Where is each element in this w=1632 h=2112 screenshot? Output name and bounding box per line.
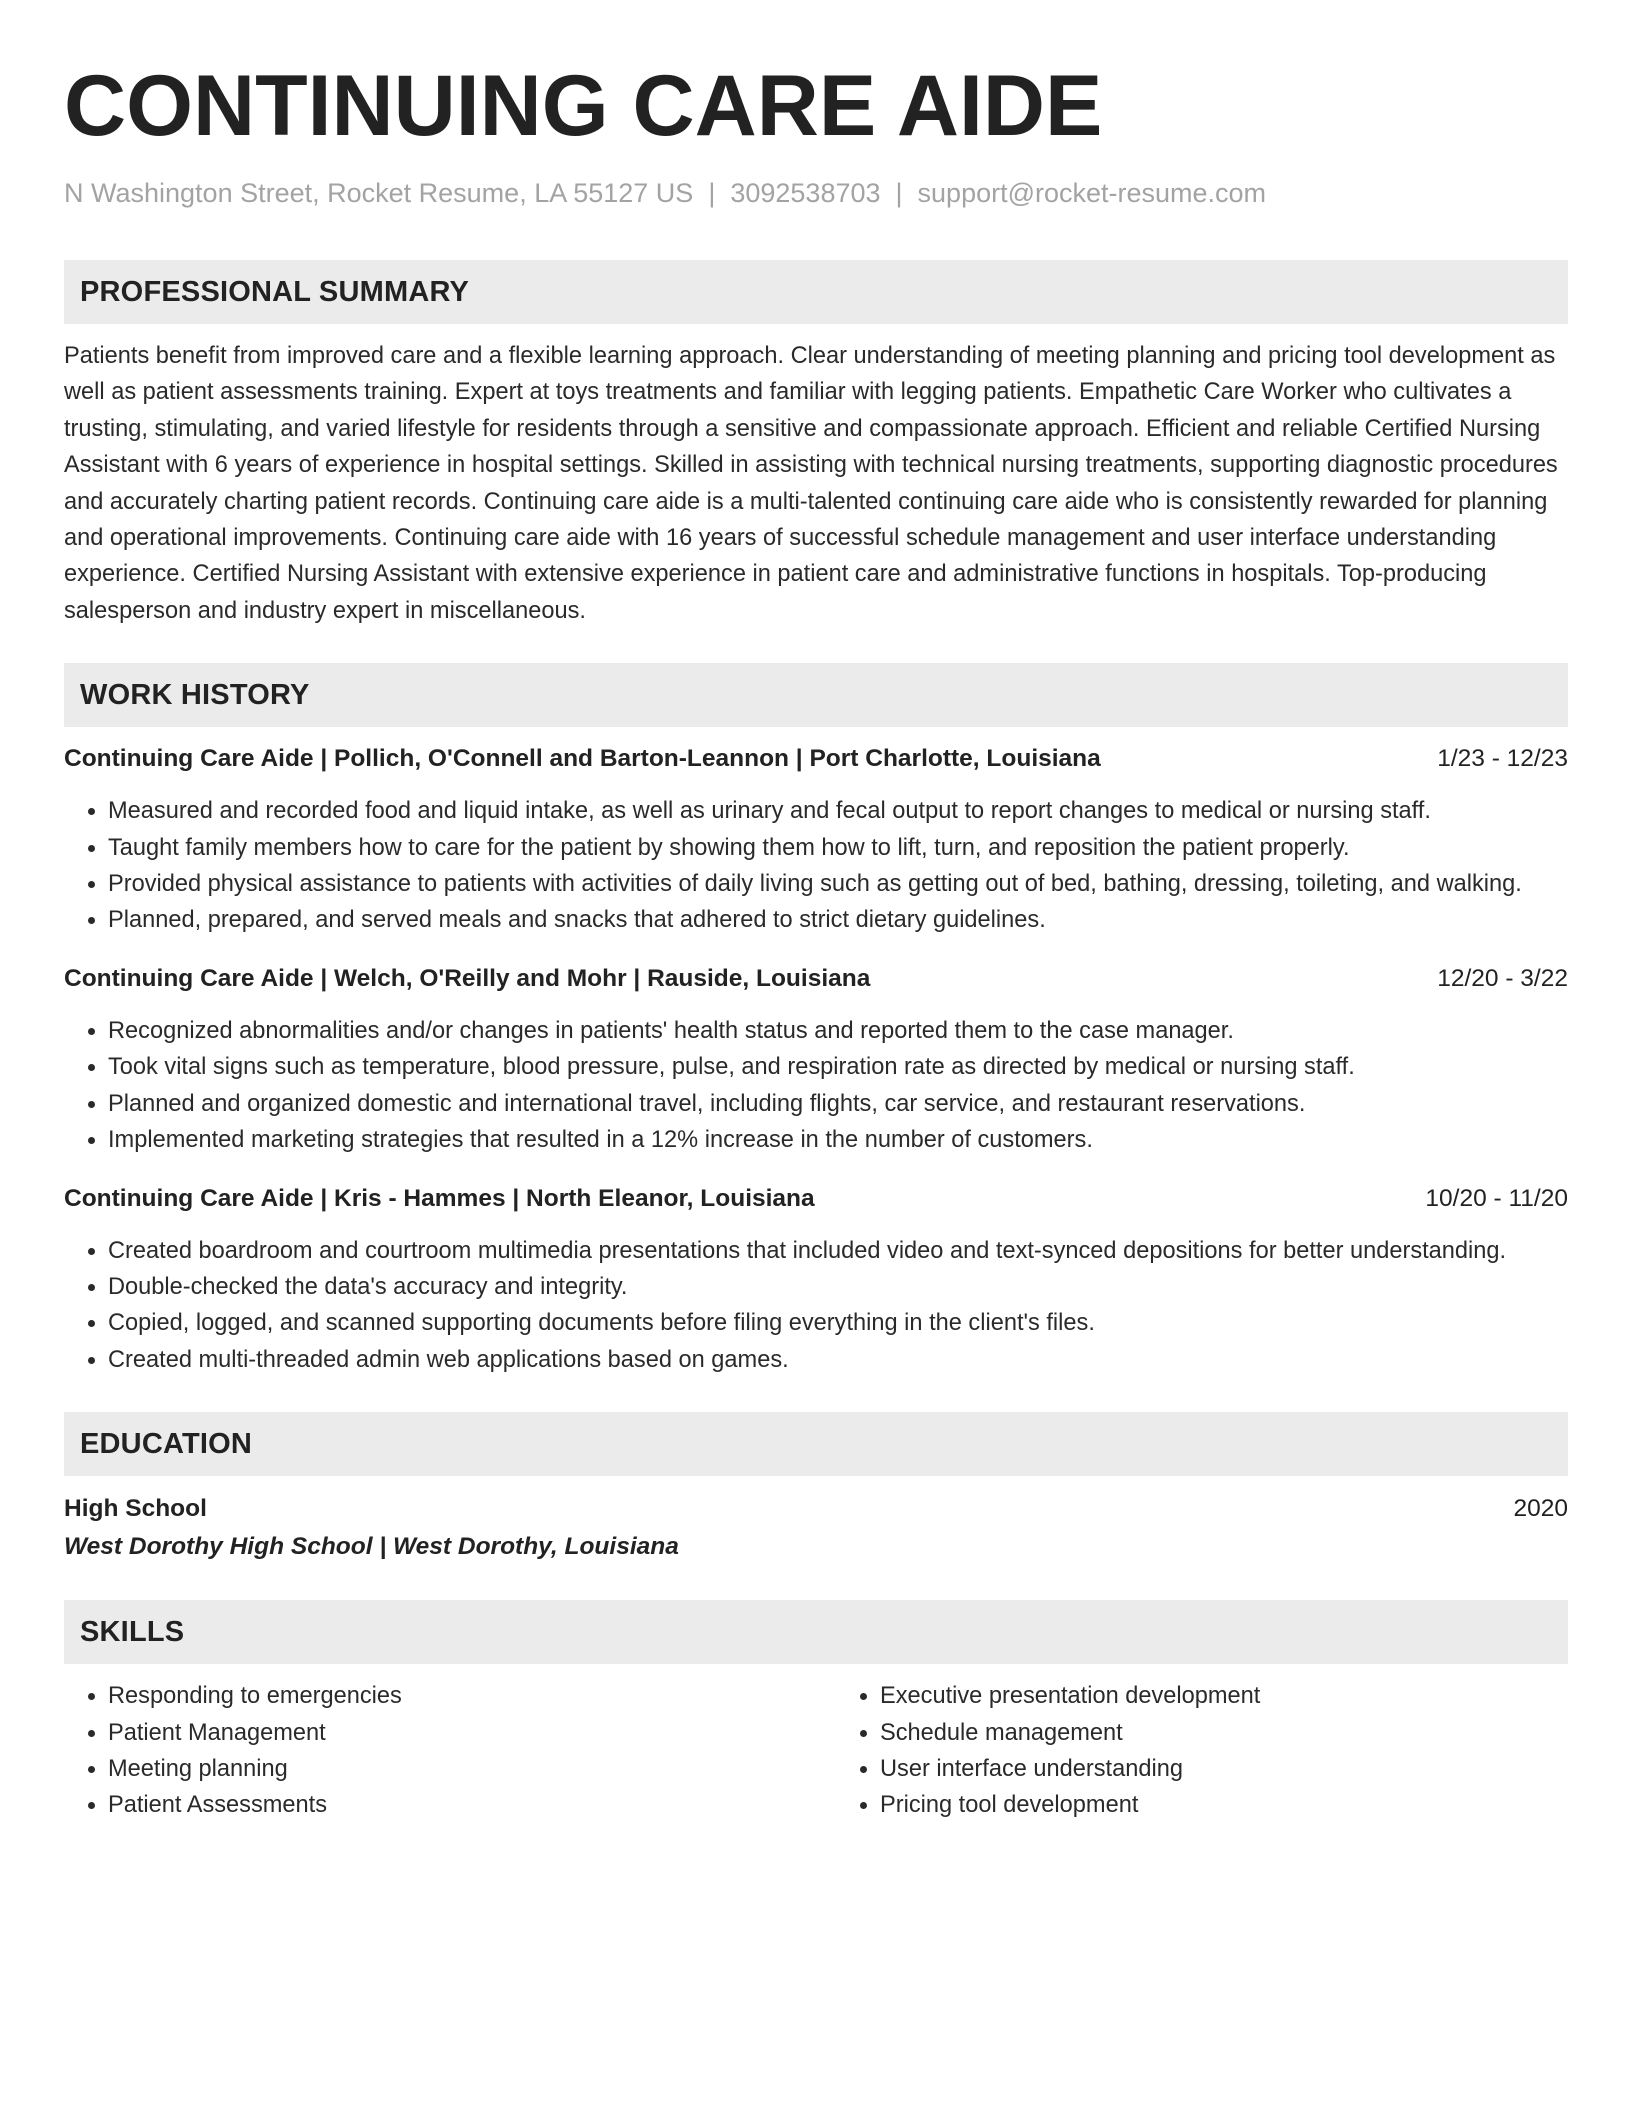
- job-bullet: • Recognized abnormalities and/or changes in patients' health status and reported them to the case manager.: [108, 1013, 1568, 1049]
- job-bullets: [64, 1013, 1568, 1159]
- summary-text: Patients benefit from improved care and a flexible learning approach. Clear understanding of meeting planning and pricing tool development as well as patient assessments training. Expert at toys treatments and familiar with legging patients. Empathetic Care Worker who cultivates a trusting, stimulating, and varied lifestyle for residents through a sensitive and compassionate approach. Efficient and reliable Certified Nursing Assistant with 6 years of experience in hospital settings. Skilled in assisting with technical nursing treatments, supporting diagnostic procedures and accurately charting patient records. Continuing care aide is a multi-talented continuing care aide who is consistently rewarded for planning and operational improvements. Continuing care aide with 16 years of successful schedule management and user interface understanding experience. Certified Nursing Assistant with extensive experience in patient care and administrative functions in hospitals. Top-producing salesperson and industry expert in miscellaneous.: [64, 343, 1558, 624]
- job-dates: 12/20 - 3/22: [1437, 964, 1568, 992]
- job-bullet: • Implemented marketing strategies that resulted in a 12% increase in the number of customers.: [108, 1122, 1568, 1158]
- skill-item: • User interface understanding: [880, 1751, 1568, 1787]
- section-header-education: [64, 1412, 1568, 1476]
- job-bullet: • Measured and recorded food and liquid intake, as well as urinary and fecal output to report changes to medical or nursing staff.: [108, 793, 1568, 829]
- job-bullets: [64, 793, 1568, 939]
- education-year: 2020: [1513, 1495, 1568, 1523]
- job-bullet: • Planned, prepared, and served meals and snacks that adhered to strict dietary guidelines.: [108, 902, 1568, 938]
- job-bullet: • Planned and organized domestic and international travel, including flights, car service, and restaurant reservations.: [108, 1086, 1568, 1122]
- job-dates: 10/20 - 11/20: [1425, 1184, 1568, 1212]
- skill-item: • Meeting planning: [108, 1751, 796, 1787]
- contact-separator: |: [708, 178, 716, 208]
- section-title: PROFESSIONAL SUMMARY: [80, 275, 470, 308]
- job-title: Continuing Care Aide | Welch, O'Reilly and Mohr | Rauside, Louisiana: [64, 964, 871, 992]
- skills-column-left: [64, 1678, 796, 1824]
- resume-page: [64, 56, 1568, 1824]
- section-title: WORK HISTORY: [80, 678, 310, 711]
- contact-line: [64, 176, 1568, 210]
- skill-item: • Schedule management: [880, 1715, 1568, 1751]
- contact-address: N Washington Street, Rocket Resume, LA 55127 US: [64, 178, 694, 208]
- job-bullet: • Created multi-threaded admin web applications based on games.: [108, 1342, 1568, 1378]
- skill-item: • Patient Assessments: [108, 1787, 796, 1823]
- job-entry: [64, 1181, 1568, 1379]
- contact-separator: |: [895, 178, 903, 208]
- section-title: SKILLS: [80, 1615, 185, 1648]
- education-entry: [64, 1490, 1568, 1566]
- job-title: Continuing Care Aide | Kris - Hammes | North Eleanor, Louisiana: [64, 1184, 815, 1212]
- job-title: Continuing Care Aide | Pollich, O'Connell and Barton-Leannon | Port Charlotte, Louisiana: [64, 745, 1101, 773]
- skill-item: • Patient Management: [108, 1715, 796, 1751]
- job-bullet: • Double-checked the data's accuracy and integrity.: [108, 1269, 1568, 1305]
- skills-column-right: [836, 1678, 1568, 1824]
- job-dates: 1/23 - 12/23: [1437, 745, 1568, 773]
- education-degree: High School: [64, 1495, 207, 1523]
- job-bullet: • Took vital signs such as temperature, blood pressure, pulse, and respiration rate as directed by medical or nursing staff.: [108, 1049, 1568, 1085]
- contact-email: support@rocket-resume.com: [917, 178, 1267, 208]
- job-bullet: • Taught family members how to care for the patient by showing them how to lift, turn, and reposition the patient properly.: [108, 830, 1568, 866]
- work-history-list: [64, 741, 1568, 1378]
- section-title: EDUCATION: [80, 1427, 253, 1460]
- job-entry: [64, 961, 1568, 1159]
- section-header-skills: [64, 1600, 1568, 1664]
- job-bullet: • Copied, logged, and scanned supporting documents before filing everything in the client's files.: [108, 1305, 1568, 1341]
- job-bullets: [64, 1233, 1568, 1379]
- skill-item: • Responding to emergencies: [108, 1678, 796, 1714]
- skill-item: • Pricing tool development: [880, 1787, 1568, 1823]
- education-school: West Dorothy High School | West Dorothy, Louisiana: [64, 1533, 679, 1561]
- job-bullet: • Provided physical assistance to patients with activities of daily living such as getting out of bed, bathing, dressing, toileting, and walking.: [108, 866, 1568, 902]
- skills-list: [64, 1678, 1568, 1824]
- skill-item: • Executive presentation development: [880, 1678, 1568, 1714]
- job-entry: [64, 741, 1568, 939]
- section-header-work-history: [64, 663, 1568, 727]
- resume-name: CONTINUING CARE AIDE: [64, 58, 1103, 154]
- section-header-summary: [64, 260, 1568, 324]
- job-bullet: • Created boardroom and courtroom multimedia presentations that included video and text-synced depositions for better understanding.: [108, 1233, 1568, 1269]
- contact-phone: 3092538703: [730, 178, 881, 208]
